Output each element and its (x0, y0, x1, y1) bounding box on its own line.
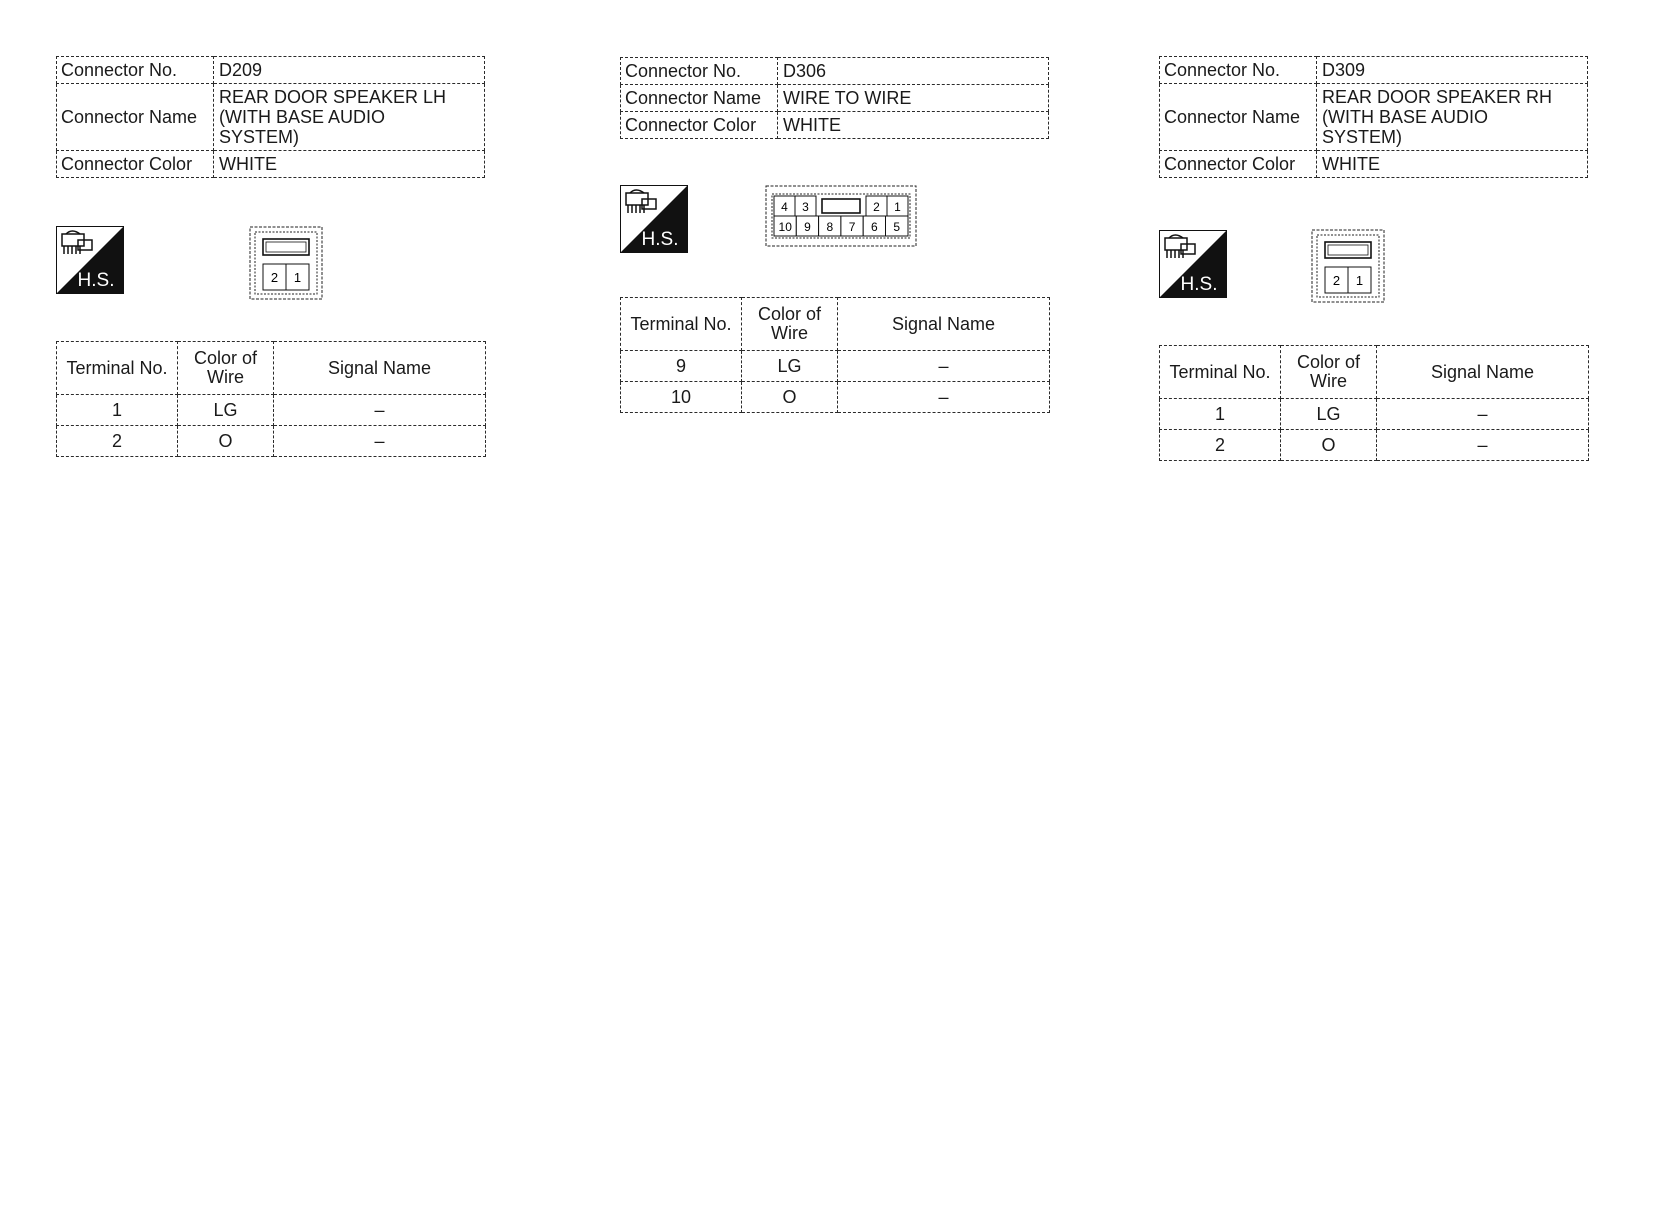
terminal-no-cell: 2 (1160, 430, 1281, 461)
table-row (1160, 399, 1589, 430)
connector-color-value: WHITE (778, 112, 1049, 139)
terminal-table (56, 341, 486, 457)
connector-block-d309 (1159, 56, 1589, 455)
signal-name-header: Signal Name (274, 342, 486, 395)
connector-color-value: WHITE (214, 151, 485, 178)
connector-name-label: Connector Name (621, 85, 778, 112)
pin-label: 1 (1355, 273, 1364, 288)
terminal-no-header: Terminal No. (621, 298, 742, 351)
connector-no-value: D306 (778, 58, 1049, 85)
wire-color-cell: LG (1281, 399, 1377, 430)
pin-label: 10 (778, 220, 792, 234)
pin-label: 3 (802, 200, 809, 214)
terminal-table (620, 297, 1050, 413)
color-of-wire-header: Color of Wire (742, 298, 838, 351)
terminal-no-header: Terminal No. (57, 342, 178, 395)
table-row (621, 351, 1050, 382)
wire-color-cell: O (1281, 430, 1377, 461)
connector-name-value: WIRE TO WIRE (778, 85, 1049, 112)
wire-color-cell: O (742, 382, 838, 413)
pin-label: 6 (871, 220, 878, 234)
connector-no-value: D209 (214, 57, 485, 84)
terminal-no-header: Terminal No. (1160, 346, 1281, 399)
signal-name-cell: – (1377, 430, 1589, 461)
terminal-no-cell: 9 (621, 351, 742, 382)
terminal-table (1159, 345, 1589, 461)
signal-name-header: Signal Name (1377, 346, 1589, 399)
connector-color-label: Connector Color (1160, 151, 1317, 178)
connector-face-10pin (765, 185, 917, 252)
connector-no-value: D309 (1317, 57, 1588, 84)
hs-label: H.S. (77, 270, 115, 291)
connector-face-2pin (249, 226, 323, 305)
table-row (1160, 430, 1589, 461)
connector-block-d209 (56, 56, 486, 451)
table-row (57, 395, 486, 426)
table-row (621, 382, 1050, 413)
pin-label: 4 (781, 200, 788, 214)
pin-label: 5 (893, 220, 901, 234)
color-of-wire-header: Color of Wire (178, 342, 274, 395)
connector-color-label: Connector Color (621, 112, 778, 139)
signal-name-header: Signal Name (838, 298, 1050, 351)
pin-label: 2 (270, 270, 279, 285)
connector-no-label: Connector No. (621, 58, 778, 85)
pin-label: 1 (894, 200, 901, 214)
connector-info-table (1159, 56, 1588, 178)
connector-name-value: REAR DOOR SPEAKER LH (WITH BASE AUDIO SYSTEM) (214, 84, 485, 151)
connector-name-label: Connector Name (57, 84, 214, 151)
pin-label: 9 (804, 220, 811, 234)
connector-color-value: WHITE (1317, 151, 1588, 178)
pin-label: 2 (1332, 273, 1341, 288)
pin-label: 7 (848, 220, 856, 234)
terminal-no-cell: 2 (57, 426, 178, 457)
connector-info-table (56, 56, 485, 178)
wire-color-cell: LG (742, 351, 838, 382)
harness-side-icon (1159, 230, 1227, 298)
connector-no-label: Connector No. (57, 57, 214, 84)
terminal-no-cell: 10 (621, 382, 742, 413)
harness-side-icon (56, 226, 124, 294)
pin-label: 2 (873, 200, 880, 214)
pin-label: 8 (826, 220, 834, 234)
color-of-wire-header: Color of Wire (1281, 346, 1377, 399)
terminal-no-cell: 1 (1160, 399, 1281, 430)
signal-name-cell: – (1377, 399, 1589, 430)
signal-name-cell: – (274, 426, 486, 457)
connector-info-table (620, 57, 1049, 139)
signal-name-cell: – (838, 351, 1050, 382)
wire-color-cell: O (178, 426, 274, 457)
signal-name-cell: – (274, 395, 486, 426)
connector-face-2pin (1311, 229, 1385, 308)
table-row (57, 426, 486, 457)
signal-name-cell: – (838, 382, 1050, 413)
connector-color-label: Connector Color (57, 151, 214, 178)
hs-label: H.S. (641, 229, 679, 250)
connector-block-d306 (620, 57, 1050, 407)
hs-label: H.S. (1180, 274, 1218, 295)
connector-no-label: Connector No. (1160, 57, 1317, 84)
wire-color-cell: LG (178, 395, 274, 426)
harness-side-icon (620, 185, 688, 253)
pin-label: 1 (293, 270, 302, 285)
connector-name-label: Connector Name (1160, 84, 1317, 151)
terminal-no-cell: 1 (57, 395, 178, 426)
connector-name-value: REAR DOOR SPEAKER RH (WITH BASE AUDIO SYSTEM) (1317, 84, 1588, 151)
